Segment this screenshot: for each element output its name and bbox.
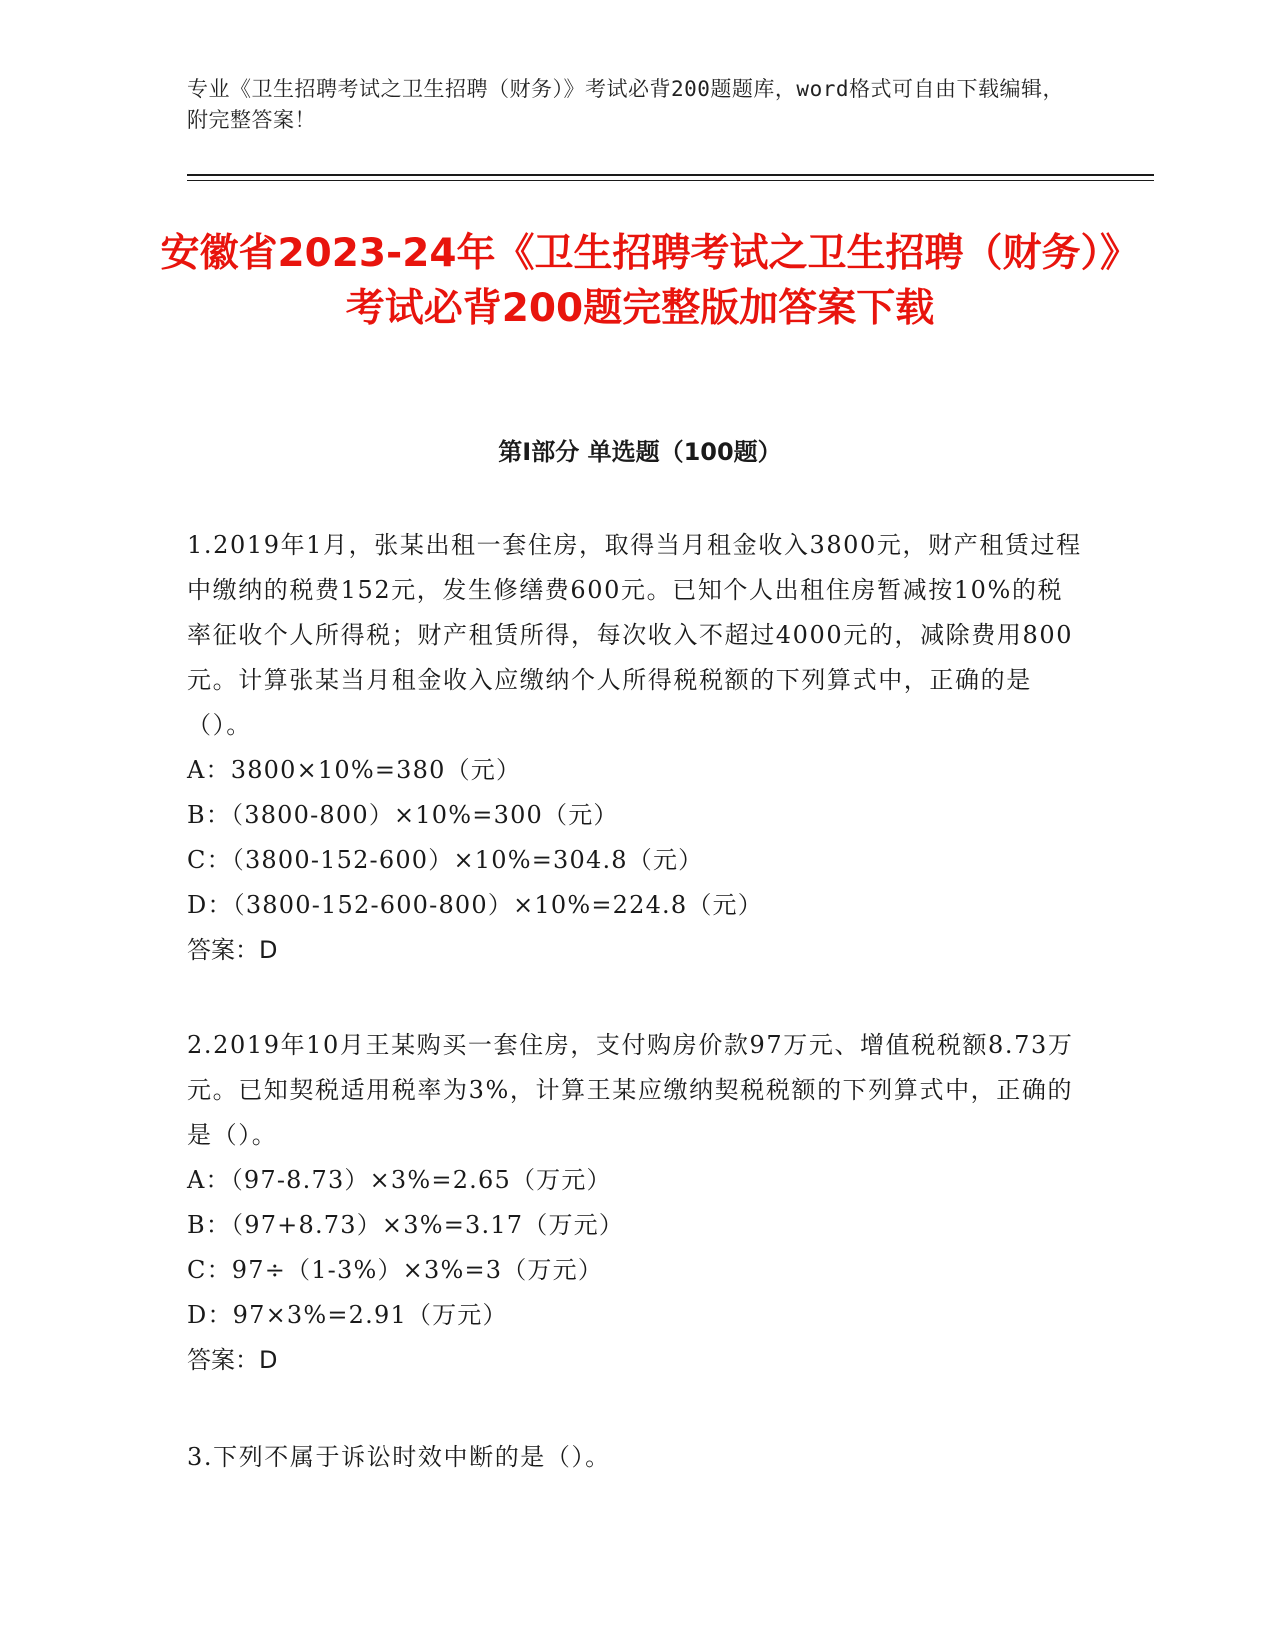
option-d: D：（3800-152-600-800）×10%=224.8（元） [187, 891, 763, 919]
option-b: B：（97+8.73）×3%=3.17（万元） [187, 1211, 625, 1239]
option-c: C：（3800-152-600）×10%=304.8（元） [187, 846, 704, 874]
header-divider-thin [187, 180, 1154, 181]
option-d: D：97×3%=2.91（万元） [187, 1301, 508, 1329]
section-title: 第Ⅰ部分 单选题（100题） [498, 438, 782, 466]
option-a: A：3800×10%=380（元） [187, 756, 522, 784]
header-divider-thick [187, 174, 1154, 176]
question-stem: 1.2019年1月，张某出租一套住房，取得当月租金收入3800元，财产租赁过程中缴纳的税费152元，发生修缮费600元。已知个人出租住房暂减按10%的税率征收个人所得税；财产租赁所得，每次收入不超过4000元的，减除费用800元。计算张某当月租金收入应缴纳个人所得税税额的下列算式中，正确的是（）。 [187, 531, 1082, 739]
option-a: A：（97-8.73）×3%=2.65（万元） [187, 1166, 612, 1194]
intro-text: 专业《卫生招聘考试之卫生招聘（财务）》考试必背200题题库，word格式可自由下载编辑，附完整答案！ [187, 77, 1064, 132]
question-3 [187, 1435, 1087, 1480]
document-title: 安徽省2023-24年《卫生招聘考试之卫生招聘（财务）》考试必背200题完整版加答案下载 [160, 231, 1120, 331]
option-b: B：（3800-800）×10%=300（元） [187, 801, 619, 829]
question-stem: 2.2019年10月王某购买一套住房，支付购房价款97万元、增值税税额8.73万元。已知契税适用税率为3%，计算王某应缴纳契税税额的下列算式中，正确的是（）。 [187, 1031, 1074, 1149]
question-2 [187, 1023, 1087, 1383]
answer-line: 答案：D [187, 1346, 278, 1374]
question-stem: 3.下列不属于诉讼时效中断的是（）。 [187, 1443, 611, 1471]
option-c: C：97÷（1-3%）×3%=3（万元） [187, 1256, 604, 1284]
answer-line: 答案：D [187, 936, 278, 964]
question-1 [187, 523, 1087, 973]
